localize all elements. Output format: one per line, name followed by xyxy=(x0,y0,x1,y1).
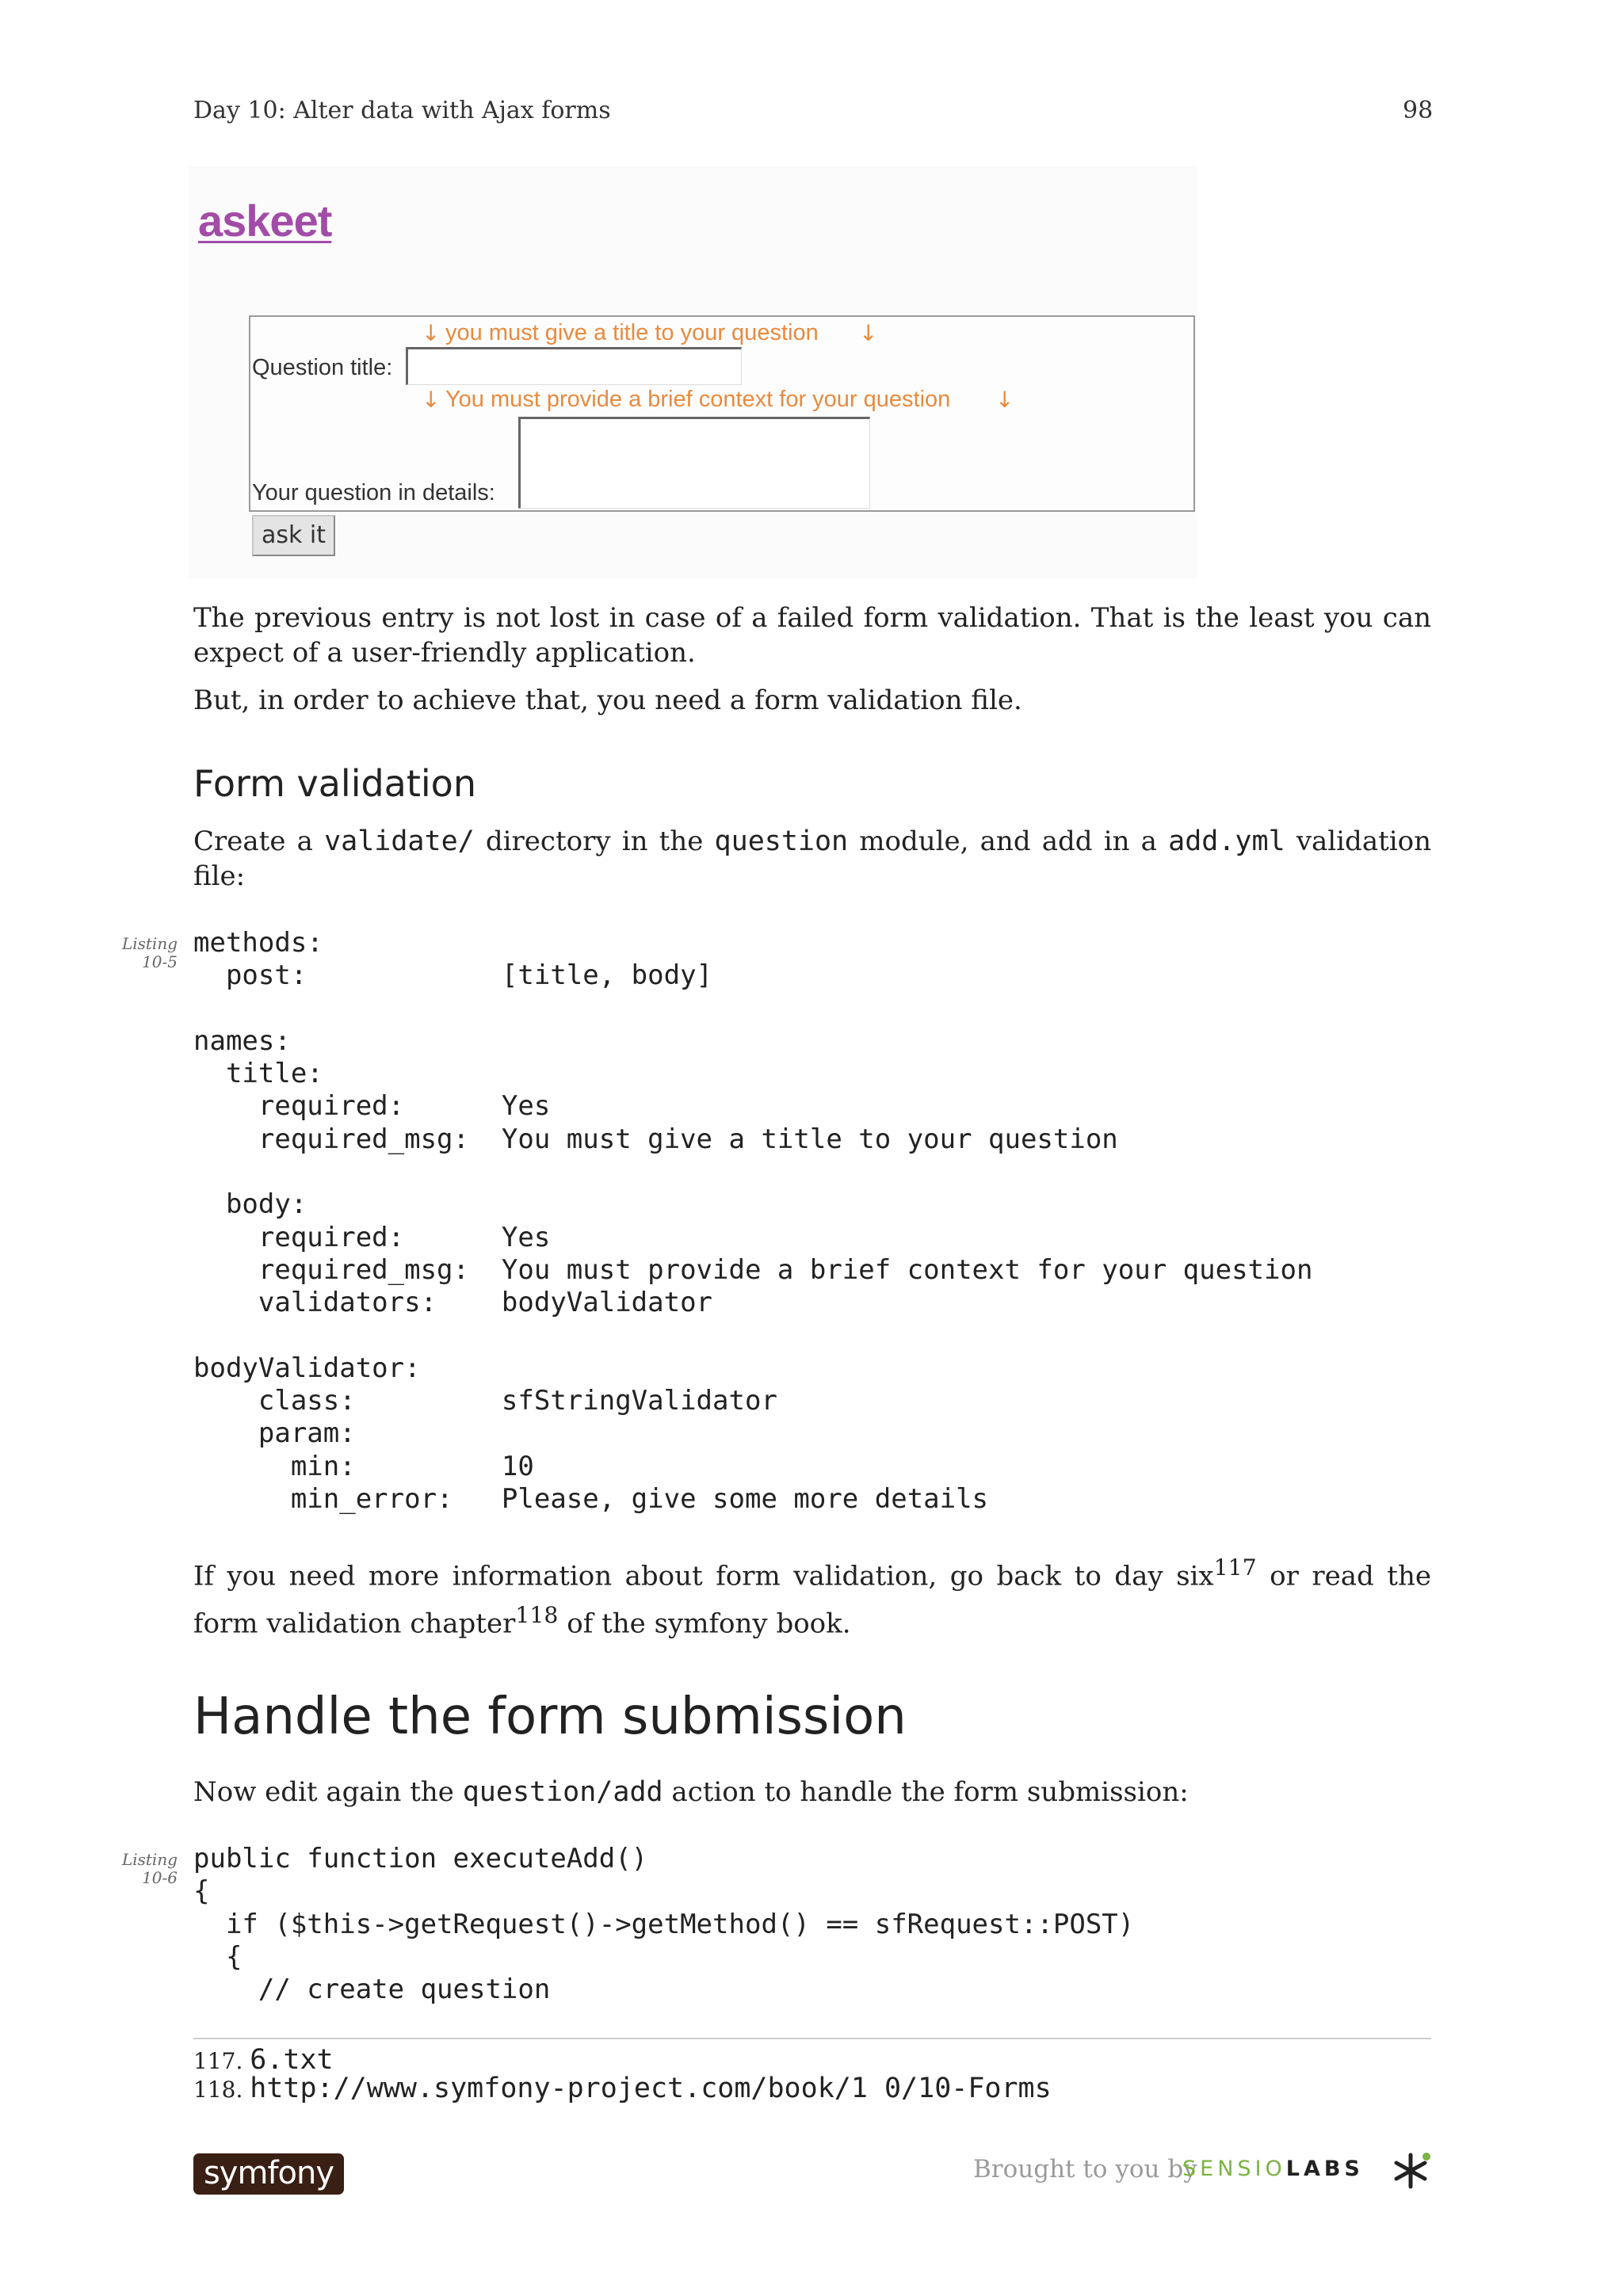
question-form xyxy=(249,315,1195,512)
brought-to-you-text: Brought to you by xyxy=(973,2155,1197,2183)
down-arrow-icon: ↓ xyxy=(422,387,441,413)
sensiolabs-mark-icon xyxy=(1388,2149,1433,2193)
form-screenshot-figure xyxy=(189,166,1197,578)
footnote: 117. 6.txt xyxy=(193,2044,334,2076)
footnote-ref[interactable]: 117 xyxy=(1213,1554,1257,1581)
question-title-input[interactable] xyxy=(406,347,742,385)
question-body-label: Your question in details: xyxy=(252,480,495,505)
listing-label: Listing 10-5 xyxy=(121,934,178,971)
footnote-divider xyxy=(193,2038,1431,2039)
footnote: 118. http://www.symfony-project.com/book/1 0/10-Forms xyxy=(193,2073,1052,2104)
down-arrow-icon: ↓ xyxy=(995,387,1014,413)
listing-label: Listing 10-6 xyxy=(121,1850,178,1887)
title-error-message: you must give a title to your question xyxy=(445,320,819,345)
down-arrow-icon: ↓ xyxy=(859,320,878,346)
paragraph: Now edit again the question/add action to handle the form submission: xyxy=(193,1776,1189,1808)
section-heading: Form validation xyxy=(193,762,476,805)
paragraph: If you need more information about form validation, go back to day six$^{117}$ or read the form validation chapter$^{118}$ of the symfony book. xyxy=(193,1554,1431,1640)
inline-code: question/add xyxy=(462,1776,663,1808)
paragraph: The previous entry is not lost in case of a failed form validation. That is the least you can expect of a user-friendly application. xyxy=(193,602,1431,669)
footnote-link[interactable]: http://www.symfony-project.com/book/1 0/10-Forms xyxy=(250,2073,1052,2104)
down-arrow-icon: ↓ xyxy=(422,320,441,346)
symfony-logo: symfony xyxy=(193,2153,344,2195)
chapter-heading: Handle the form submission xyxy=(193,1688,907,1746)
paragraph: But, in order to achieve that, you need a form validation file. xyxy=(193,685,1022,716)
footnote-link[interactable]: 6.txt xyxy=(250,2044,334,2076)
ask-it-button[interactable]: ask it xyxy=(252,515,335,556)
question-title-label: Question title: xyxy=(252,355,393,380)
page-number: 98 xyxy=(1403,97,1434,124)
code-listing: methods: post: [title, body] names: title: required: Yes required_msg: You must give a title to your question body: required: Yes required_msg: You must provide a brief context for your question validators: bodyValidator bodyValidator: class: sfStringValidator param: min: 10 min_error: Please, give some more details xyxy=(193,927,1313,1516)
inline-code: add.yml xyxy=(1168,826,1285,857)
inline-code: validate/ xyxy=(324,826,475,857)
footnote-ref[interactable]: 118 xyxy=(515,1602,559,1629)
sensiolabs-logo: SENSIOLABS xyxy=(1182,2157,1364,2181)
code-listing: public function executeAdd() { if ($this->getRequest()->getMethod() == sfRequest::POST) { // create question xyxy=(193,1843,1135,2006)
running-header-title: Day 10: Alter data with Ajax forms xyxy=(193,97,611,124)
paragraph: Create a validate/ directory in the question module, and add in a add.yml validation file: xyxy=(193,826,1431,892)
inline-code: question xyxy=(714,826,849,857)
askeet-logo[interactable]: askeet xyxy=(198,196,332,246)
body-error-message: You must provide a brief context for your question xyxy=(445,387,951,412)
question-body-textarea[interactable] xyxy=(518,417,870,509)
